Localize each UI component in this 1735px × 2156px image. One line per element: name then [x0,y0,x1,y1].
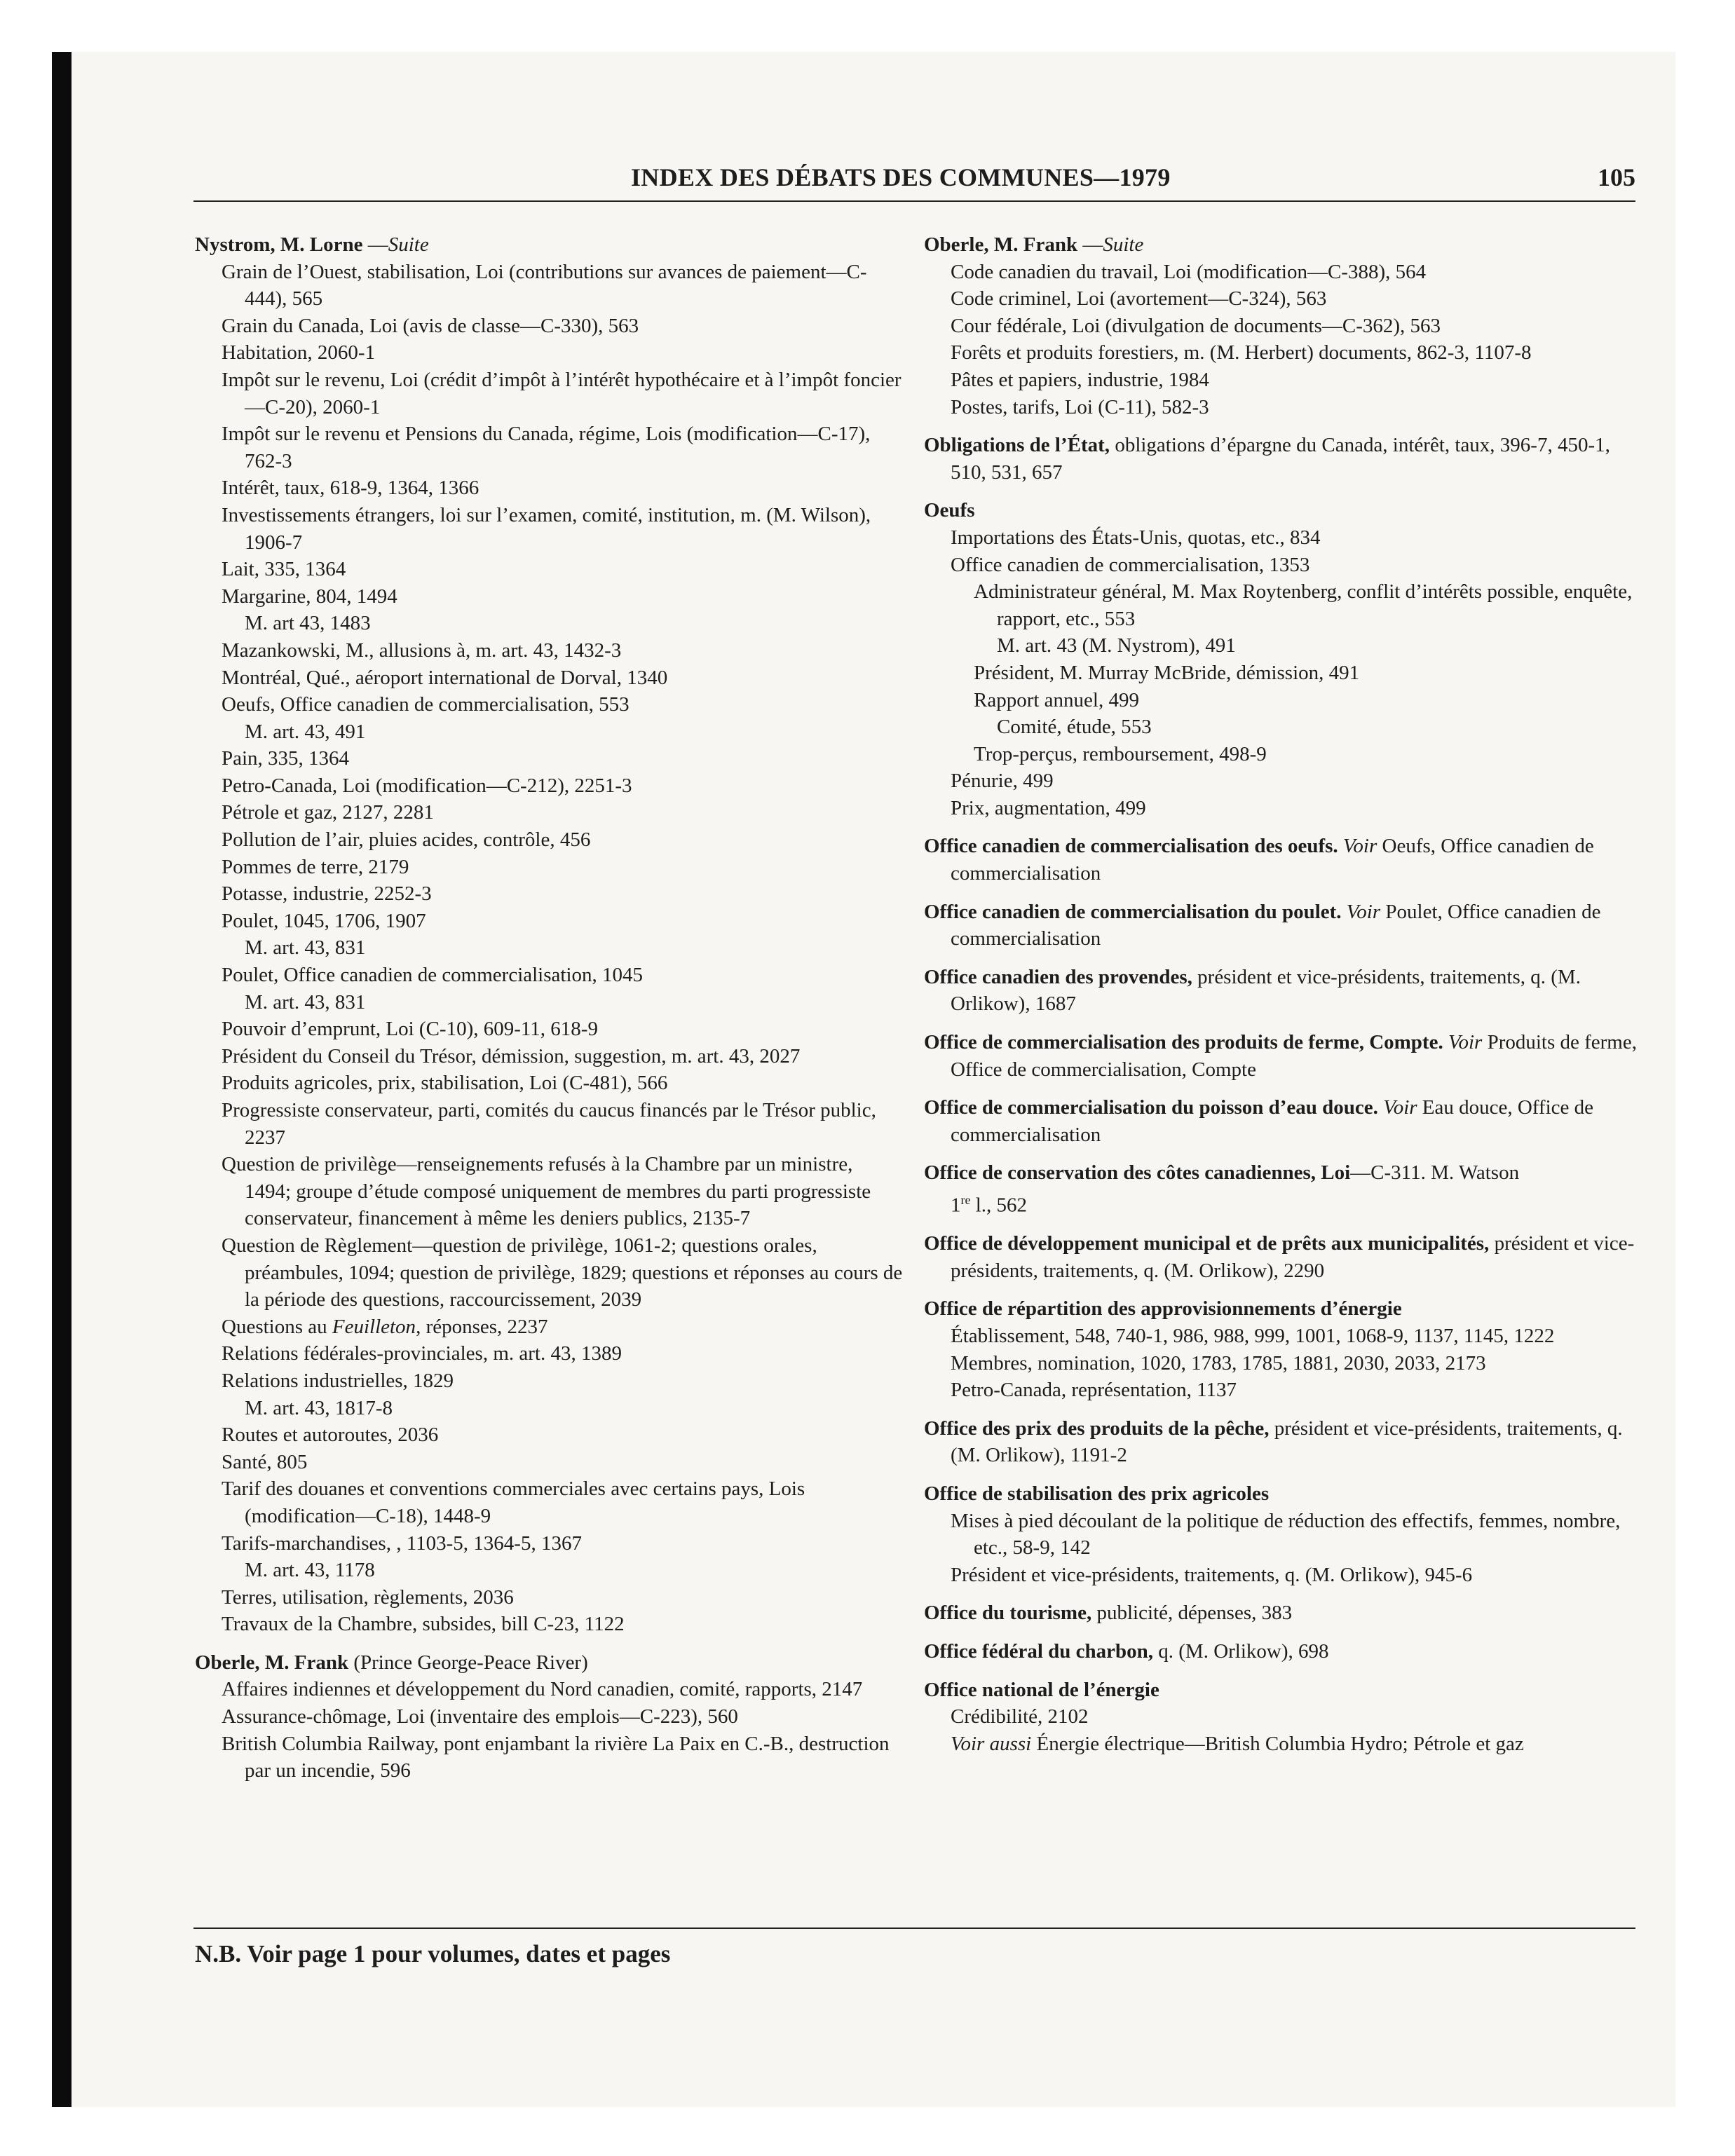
index-subentry [924,1508,1639,1562]
subentry-text: Assurance-chômage, Loi (inventaire des emplois—C-223), 560 [222,1705,738,1728]
index-subentry [195,1611,903,1638]
index-headword: Office du tourisme, [924,1602,1092,1625]
subentry-text: Poulet, 1045, 1706, 1907 [222,909,426,932]
index-subentry [195,1097,903,1151]
index-subentry [195,1475,903,1529]
index-subentry [924,1187,1639,1219]
see-reference-keyword: Voir [1448,1031,1483,1054]
index-subentry [195,962,903,989]
index-subentry [195,475,903,502]
index-subentry [924,1703,1639,1731]
index-headword: Office de répartition des approvisionnements d’énergie [924,1297,1402,1321]
subentry-text: Pâtes et papiers, industrie, 1984 [951,368,1209,391]
index-entry [924,1677,1639,1758]
see-reference-keyword: Voir [1383,1096,1417,1119]
index-headword: Obligations de l’État, [924,434,1110,457]
subentry-text: Travaux de la Chambre, subsides, bill C-23, 1122 [222,1613,625,1636]
index-subentry [195,691,903,718]
subentry-text: Relations fédérales-provinciales, m. art. 43, 1389 [222,1342,622,1365]
subentry-text: Impôt sur le revenu, Loi (crédit d’impôt à l’intérêt hypothécaire et à l’impôt foncier—C-20), 2060-1 [222,368,901,418]
index-headword: Office de développement municipal et de prêts aux municipalités, [924,1232,1490,1255]
subentry-text: Président du Conseil du Trésor, démission, suggestion, m. art. 43, 2027 [222,1044,801,1067]
index-subentry [195,637,903,664]
subentry-text-cont: , réponses, 2237 [416,1315,548,1338]
subentry-text: Office canadien de commercialisation, 1353 [951,553,1310,576]
subentry-text: Petro-Canada, représentation, 1137 [951,1379,1237,1402]
subentry-text: M. art. 43, 831 [245,936,366,960]
index-entry-heading [924,1638,1639,1665]
index-subentry [924,687,1639,714]
subentry-text: 1 [951,1194,961,1217]
index-subentry [924,1731,1639,1758]
subentry-text: Membres, nomination, 1020, 1783, 1785, 1881, 2030, 2033, 2173 [951,1351,1486,1374]
index-headword: Oberle, M. Frank [195,1651,349,1674]
subentry-text: Margarine, 804, 1494 [222,585,397,608]
index-headword: Office de commercialisation du poisson d’eau douce. [924,1096,1378,1119]
index-entry-heading [195,1649,903,1677]
subentry-text: Établissement, 548, 740-1, 986, 988, 999, 1001, 1068-9, 1137, 1145, 1222 [951,1325,1555,1348]
index-entry-heading [924,497,1639,524]
footer-rule [193,1928,1635,1929]
subentry-text: M. art 43, 1483 [245,612,371,635]
index-entry-detail: président et vice-présidents, traitements, q. (M. Orlikow), 1687 [951,965,1581,1016]
index-headword: Office fédéral du charbon, [924,1639,1154,1663]
subentry-text: Question de Règlement—question de privilège, 1061-2; questions orales, préambules, 1094; question de privilège, 1829; questions et réponses au cours de la période des questions, raccourcissement, 2039 [222,1234,903,1311]
subentry-text-cont: l., 562 [970,1194,1028,1217]
index-subentry [195,854,903,881]
index-subentry [195,1703,903,1731]
index-entry-detail: obligations d’épargne du Canada, intérêt, taux, 396-7, 450-1, 510, 531, 657 [951,434,1610,484]
index-subentry [195,367,903,421]
index-subentry [195,745,903,772]
index-subentry [195,339,903,367]
index-subentry [195,1421,903,1449]
subentry-text: Petro-Canada, Loi (modification—C-212), 2251-3 [222,774,632,797]
index-headword: Office des prix des produits de la pêche, [924,1417,1270,1440]
subentry-text: Mises à pied découlant de la politique de réduction des effectifs, femmes, nombre, etc., 58-9, 142 [951,1509,1621,1560]
index-entry [195,1649,903,1785]
index-entry-heading [924,1415,1639,1469]
index-entry [924,231,1639,421]
index-subentry [195,989,903,1016]
subentry-text: Affaires indiennes et développement du Nord canadien, comité, rapports, 2147 [222,1678,863,1701]
index-entry-heading [924,1295,1639,1323]
index-entry-detail: q. (M. Orlikow), 698 [1153,1639,1329,1663]
index-subentry [924,313,1639,340]
index-entry [924,1029,1639,1083]
index-entry-heading: Nystrom, M. Lorne —Suite [195,233,429,256]
index-subentry [195,1530,903,1557]
index-headword: Office canadien de commercialisation du poulet. [924,900,1342,923]
subentry-text: British Columbia Railway, pont enjambant la rivière La Paix en C.-B., destruction par un incendie, 596 [222,1732,890,1782]
index-entry-heading [924,833,1639,887]
running-header-title: INDEX DES DÉBATS DES COMMUNES—1979 [631,163,1171,191]
subentry-text: Poulet, Office canadien de commercialisation, 1045 [222,964,644,987]
index-headword: Office de stabilisation des prix agricoles [924,1482,1270,1505]
index-subentry [924,1323,1639,1350]
subentry-text: Impôt sur le revenu et Pensions du Canada, régime, Lois (modification—C-17), 762-3 [222,423,871,472]
index-subentry [195,1584,903,1611]
index-subentry [195,908,903,935]
subentry-text: Rapport annuel, 499 [974,688,1139,711]
index-subentry [195,826,903,854]
index-entry [924,1159,1639,1219]
index-entry [924,833,1639,887]
index-headword: Nystrom, M. Lorne [195,233,363,256]
subentry-text: Code canadien du travail, Loi (modification—C-388), 564 [951,260,1427,283]
subentry-text: Pétrole et gaz, 2127, 2281 [222,801,434,824]
index-subentry [195,799,903,826]
see-also-keyword: Voir aussi [951,1732,1032,1755]
index-subentry [195,1232,903,1314]
subentry-text: Pommes de terre, 2179 [222,855,409,878]
index-entry-detail: président et vice-présidents, traitements, q. (M. Orlikow), 1191-2 [951,1417,1623,1467]
subentry-text: Crédibilité, 2102 [951,1705,1089,1728]
subentry-text: Question de privilège—renseignements refusés à la Chambre par un ministre, 1494; groupe d’étude composé uniquement de membres du parti progressiste conservateur, financement à même les deniers publics, 2135-7 [222,1153,871,1230]
subentry-text: Mazankowski, M., allusions à, m. art. 43, 1432-3 [222,639,622,662]
subentry-text: Administrateur général, M. Max Roytenberg, conflit d’intérêts possible, enquête, rapport, etc., 553 [974,580,1633,630]
subentry-text: Terres, utilisation, règlements, 2036 [222,1585,514,1609]
index-subentry [195,1676,903,1703]
index-subentry [195,1070,903,1097]
subentry-text: Pouvoir d’emprunt, Loi (C-10), 609-11, 618-9 [222,1018,598,1041]
index-entry [924,432,1639,486]
index-entry-detail: publicité, dépenses, 383 [1091,1602,1293,1625]
index-subentry [195,1151,903,1232]
subentry-text: Grain de l’Ouest, stabilisation, Loi (contributions sur avances de paiement—C-444), 565 [222,260,867,311]
index-subentry [195,1314,903,1341]
footer-note: N.B. Voir page 1 pour volumes, dates et pages [195,1940,671,1967]
index-entry-detail: Oeufs, Office canadien de commercialisation [951,835,1594,885]
index-subentry [924,578,1639,632]
index-entry-heading [924,964,1639,1018]
index-entry-heading [924,1230,1639,1284]
index-entry-detail: Produits de ferme, Office de commercialisation, Compte [951,1031,1637,1081]
subentry-text: Progressiste conservateur, parti, comités du caucus financés par le Trésor public, 2237 [222,1099,876,1149]
index-subentry [195,1557,903,1584]
subentry-text: Prix, augmentation, 499 [951,796,1146,819]
index-entry [924,1230,1639,1284]
index-subentry [924,1350,1639,1377]
index-subentry [195,1449,903,1476]
index-entry-heading [924,1159,1639,1187]
subentry-text: M. art. 43, 1178 [245,1559,375,1582]
index-subentry [195,664,903,692]
index-column-right [924,231,1639,1757]
subentry-text: Santé, 805 [222,1450,308,1473]
subentry-text: Comité, étude, 553 [997,716,1152,739]
subentry-text: Questions au [222,1315,332,1338]
index-headword: Oeufs [924,499,975,522]
index-subentry [924,367,1639,394]
index-entry [924,1480,1639,1588]
index-entry-detail: président et vice-présidents, traitements, q. (M. Orlikow), 2290 [951,1232,1635,1282]
subentry-text: Produits agricoles, prix, stabilisation, Loi (C-481), 566 [222,1072,668,1095]
index-subentry [924,1377,1639,1404]
index-subentry [195,583,903,610]
index-subentry [195,1340,903,1367]
subentry-text: Tarifs-marchandises, , 1103-5, 1364-5, 1367 [222,1531,582,1555]
index-entry [924,1094,1639,1148]
index-column-left [195,231,903,1785]
index-subentry [195,1367,903,1395]
subentry-text: Pollution de l’air, pluies acides, contrôle, 456 [222,828,591,852]
index-entry [924,1415,1639,1469]
index-subentry [195,502,903,556]
italic-title: Feuilleton [332,1315,416,1338]
index-headword: Office national de l’énergie [924,1678,1159,1701]
index-subentry [924,767,1639,795]
index-subentry [195,1043,903,1070]
subentry-text: Relations industrielles, 1829 [222,1369,454,1392]
index-entry-heading [924,1599,1639,1627]
subentry-text: M. art. 43, 1817-8 [245,1396,393,1419]
subentry-text: Trop-perçus, remboursement, 498-9 [974,742,1267,765]
see-reference-keyword: Voir [1342,835,1377,858]
index-entry [924,1599,1639,1627]
index-subentry [195,880,903,908]
header-rule [193,200,1635,202]
index-headword: Office de commercialisation des produits de ferme, Compte. [924,1031,1443,1054]
index-subentry [195,259,903,313]
index-subentry [195,772,903,800]
subentry-text: Pénurie, 499 [951,770,1054,793]
subentry-text: Forêts et produits forestiers, m. (M. Herbert) documents, 862-3, 1107-8 [951,341,1532,364]
subentry-text: Tarif des douanes et conventions commerciales avec certains pays, Lois (modification—C-18), 1448-9 [222,1478,805,1527]
index-subentry [195,1731,903,1785]
index-subentry [924,741,1639,768]
index-entry [195,231,903,1638]
index-subentry [924,394,1639,421]
see-reference-keyword: Voir [1346,900,1381,923]
subentry-text: M. art. 43, 831 [245,990,366,1014]
index-subentry [924,1562,1639,1589]
index-entry [924,1295,1639,1403]
subentry-text: Énergie électrique—British Columbia Hydro; Pétrole et gaz [1031,1732,1524,1755]
index-subentry [195,313,903,340]
index-entry-heading [924,1094,1639,1148]
index-subentry [924,285,1639,313]
index-subentry [924,524,1639,552]
index-headword: Office canadien des provendes, [924,965,1192,988]
index-entry-heading [924,432,1639,486]
index-subentry [195,934,903,962]
subentry-text: M. art. 43, 491 [245,720,366,743]
subentry-text: Pain, 335, 1364 [222,747,350,770]
index-headword: Oberle, M. Frank [924,233,1078,256]
subentry-text: Président et vice-présidents, traitements, q. (M. Orlikow), 945-6 [951,1563,1473,1586]
index-subentry [924,795,1639,822]
index-subentry [924,259,1639,286]
index-headword: Office de conservation des côtes canadiennes, Loi [924,1161,1351,1185]
subentry-text: Investissements étrangers, loi sur l’examen, comité, institution, m. (M. Wilson), 1906-7 [222,503,871,554]
index-entry [924,497,1639,821]
subentry-text: M. art. 43 (M. Nystrom), 491 [997,634,1236,657]
index-subentry [924,632,1639,660]
subentry-text: Président, M. Murray McBride, démission, 491 [974,661,1360,684]
subentry-text: Lait, 335, 1364 [222,558,346,581]
index-subentry [195,1016,903,1043]
index-entry [924,1638,1639,1665]
subentry-text: Montréal, Qué., aéroport international de Dorval, 1340 [222,666,668,689]
index-entry-detail: Poulet, Office canadien de commercialisation [951,900,1601,950]
continued-marker: Suite [388,233,429,256]
index-entry-detail: Eau douce, Office de commercialisation [951,1096,1594,1146]
index-entry-detail: (Prince George-Peace River) [348,1651,588,1674]
index-subentry [924,714,1639,741]
index-subentry [924,552,1639,579]
index-entry [924,964,1639,1018]
index-entry-heading [924,1029,1639,1083]
index-entry-heading [924,899,1639,953]
index-headword: Office canadien de commercialisation des oeufs. [924,835,1338,858]
subentry-text: Potasse, industrie, 2252-3 [222,882,432,906]
index-subentry [924,660,1639,687]
subentry-text: Importations des États-Unis, quotas, etc., 834 [951,526,1321,549]
subentry-text: Code criminel, Loi (avortement—C-324), 563 [951,287,1327,311]
ordinal-superscript: re [960,1193,971,1207]
subentry-text: Postes, tarifs, Loi (C-11), 582-3 [951,395,1209,418]
continued-marker: Suite [1103,233,1144,256]
index-subentry [195,718,903,746]
index-entry-heading [924,1480,1639,1508]
index-subentry [924,339,1639,367]
subentry-text: Intérêt, taux, 618-9, 1364, 1366 [222,477,479,500]
index-entry-detail: —C-311. M. Watson [1350,1161,1520,1185]
page-number: 105 [1598,163,1635,191]
index-subentry [195,1395,903,1422]
index-subentry [195,421,903,475]
index-entry-heading: Oberle, M. Frank —Suite [924,233,1144,256]
subentry-text: Oeufs, Office canadien de commercialisation, 553 [222,693,630,716]
subentry-text: Habitation, 2060-1 [222,341,376,364]
subentry-text: Cour fédérale, Loi (divulgation de documents—C-362), 563 [951,314,1441,337]
index-subentry [195,610,903,637]
index-entry [924,899,1639,953]
page-binding-edge [52,52,72,2107]
index-subentry [195,556,903,583]
index-entry-heading [924,1677,1639,1704]
subentry-text: Routes et autoroutes, 2036 [222,1424,439,1447]
subentry-text: Grain du Canada, Loi (avis de classe—C-330), 563 [222,314,639,337]
